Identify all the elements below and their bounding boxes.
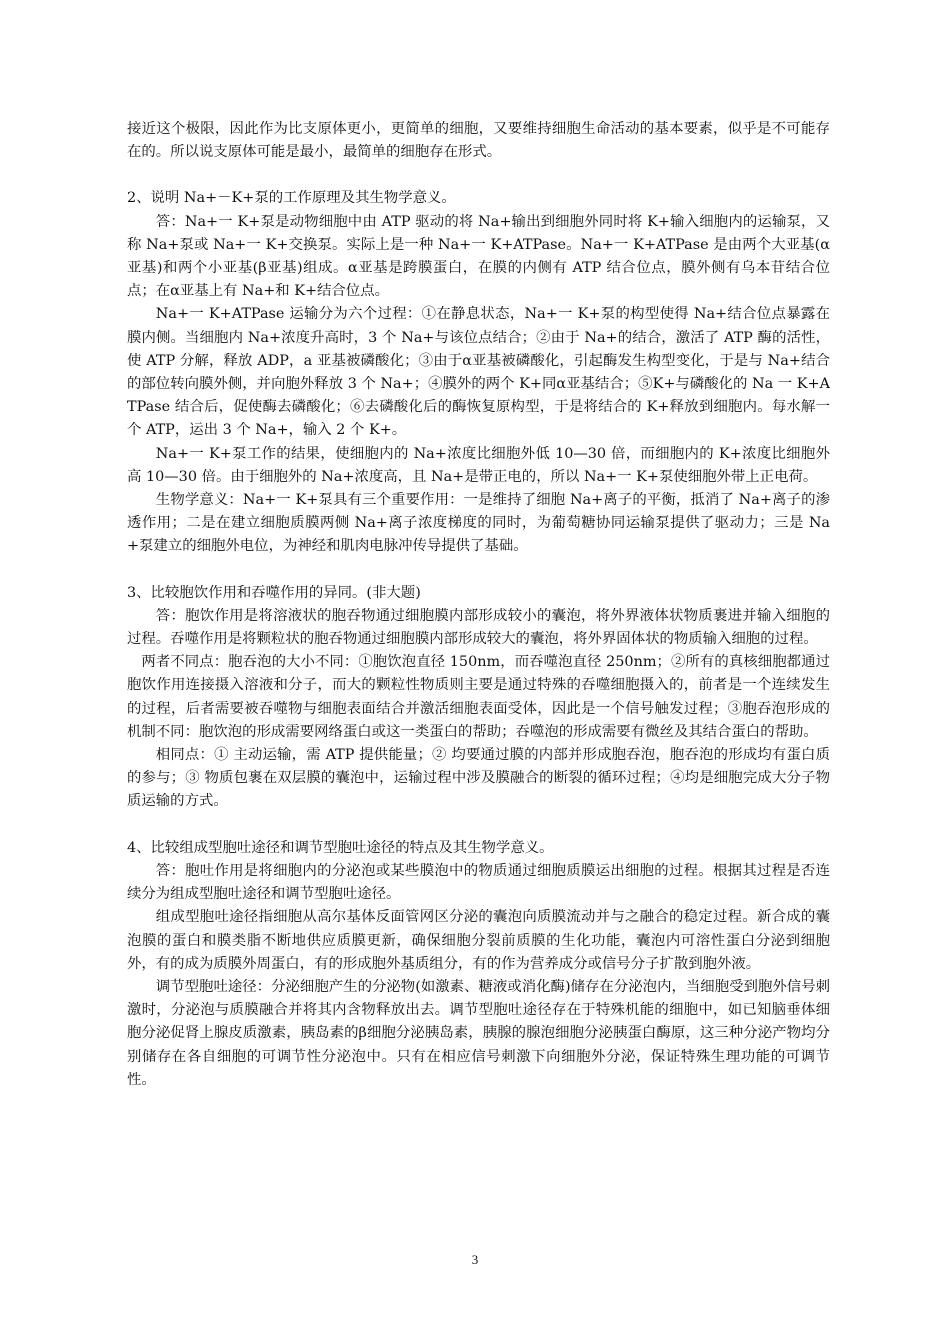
question-heading-4: 4、比较组成型胞吐途径和调节型胞吐途径的特点及其生物学意义。 — [127, 839, 554, 856]
answer-paragraph: 答：Na+一 K+泵是动物细胞中由 ATP 驱动的将 Na+输出到细胞外同时将 K+输入细胞内的运输泵，又称 Na+泵或 Na+一 K+交换泵。实际上是一种 Na+一 K+ATPase。Na+一 K+ATPase 是由两个大亚基(α亚基)和两个小亚基(β亚基)组成。α亚基是跨膜蛋白，在膜的内侧有 ATP 结合位点，膜外侧有乌本苷结合位点；在α亚基上有 Na+和 K+结合位点。 — [127, 213, 830, 300]
document-body — [127, 118, 830, 1092]
answer-paragraph: 两者不同点：胞吞泡的大小不同：①胞饮泡直径 150nm，而吞噬泡直径 250nm；②所有的真核细胞都通过胞饮作用连接摄入溶液和分子，而大的颗粒性物质则主要是通过特殊的吞噬细胞摄入的，前者是一个连续发生的过程，后者需要被吞噬物与细胞表面结合并激活细胞表面受体，因此是一个信号触发过程；③胞吞泡形成的机制不同：胞饮泡的形成需要网络蛋白或这一类蛋白的帮助；吞噬泡的形成需要有微丝及其结合蛋白的帮助。 — [127, 654, 830, 740]
answer-paragraph: 相同点：① 主动运输，需 ATP 提供能量；② 均要通过膜的内部并形成胞吞泡，胞吞泡的形成均有蛋白质的参与；③ 物质包裹在双层膜的囊泡中，运输过程中涉及膜融合的断裂的循环过程；④均是细胞完成大分子物质运输的方式。 — [127, 747, 830, 810]
answer-paragraph: 答：胞饮作用是将溶液状的胞吞物通过细胞膜内部形成较小的囊泡，将外界液体状物质裹进并输入细胞的过程。吞噬作用是将颗粒状的胞吞物通过细胞膜内部形成较大的囊泡，将外界固体状的物质输入细胞的过程。 — [127, 607, 830, 648]
question-heading-2: 2、说明 Na+－K+泵的工作原理及其生物学意义。 — [127, 190, 456, 207]
answer-paragraph: 答：胞吐作用是将细胞内的分泌泡或某些膜泡中的物质通过细胞质膜运出细胞的过程。根据其过程是否连续分为组成型胞吐途径和调节型胞吐途径。 — [127, 862, 830, 903]
question-heading-3: 3、比较胞饮作用和吞噬作用的异同。(非大题) — [127, 584, 421, 601]
answer-paragraph: 组成型胞吐途径指细胞从高尔基体反面管网区分泌的囊泡向质膜流动并与之融合的稳定过程。新合成的囊泡膜的蛋白和膜类脂不断地供应质膜更新，确保细胞分裂前质膜的生化功能，囊泡内可溶性蛋白分泌到细胞外，有的成为质膜外周蛋白，有的形成胞外基质组分，有的作为营养成分或信号分子扩散到胞外液。 — [127, 909, 830, 972]
answer-paragraph: 调节型胞吐途径：分泌细胞产生的分泌物(如激素、糖液或消化酶)储存在分泌泡内，当细胞受到胞外信号刺激时，分泌泡与质膜融合并将其内含物释放出去。调节型胞吐途径存在于特殊机能的细胞中，如已知脑垂体细胞分泌促肾上腺皮质激素，胰岛素的β细胞分泌胰岛素，胰腺的腺泡细胞分泌胰蛋白酶原，这三种分泌产物均分别储存在各自细胞的可调节性分泌泡中。只有在相应信号刺激下向细胞外分泌，保证特殊生理功能的可调节性。 — [127, 978, 830, 1088]
answer-paragraph: Na+一 K+ATPase 运输分为六个过程：①在静息状态，Na+一 K+泵的构型使得 Na+结合位点暴露在膜内侧。当细胞内 Na+浓度升高时，3 个 Na+与该位点结合；②由于 Na+的结合，激活了 ATP 酶的活性，使 ATP 分解，释放 ADP，a 亚基被磷酸化；③由于α亚基被磷酸化，引起酶发生构型变化，于是与 Na+结合的部位转向膜外侧，并向胞外释放 3 个 Na+；④膜外的两个 K+同α亚基结合；⑤K+与磷酸化的 Na 一 K+ATPase 结合后，促使酶去磷酸化；⑥去磷酸化后的酶恢复原构型，于是将结合的 K+释放到细胞内。每水解一个 ATP，运出 3 个 Na+，输入 2 个 K+。 — [127, 306, 830, 439]
answer-paragraph: Na+一 K+泵工作的结果，使细胞内的 Na+浓度比细胞外低 10—30 倍，而细胞内的 K+浓度比细胞外高 10—30 倍。由于细胞外的 Na+浓度高，且 Na+是带正电的，所以 Na+一 K+泵使细胞外带上正电荷。 — [127, 445, 830, 485]
page-number: 3 — [471, 1252, 479, 1267]
answer-paragraph: 生物学意义：Na+一 K+泵具有三个重要作用：一是维持了细胞 Na+离子的平衡，抵消了 Na+离子的渗透作用；二是在建立细胞质膜两侧 Na+离子浓度梯度的同时，为葡萄糖协同运输泵提供了驱动力；三是 Na+泵建立的细胞外电位，为神经和肌肉电脉冲传导提供了基础。 — [127, 492, 830, 555]
paragraph-continuation: 接近这个极限，因此作为比支原体更小，更简单的细胞，又要维持细胞生命活动的基本要素，似乎是不可能存在的。所以说支原体可能是最小，最简单的细胞存在形式。 — [127, 121, 830, 161]
